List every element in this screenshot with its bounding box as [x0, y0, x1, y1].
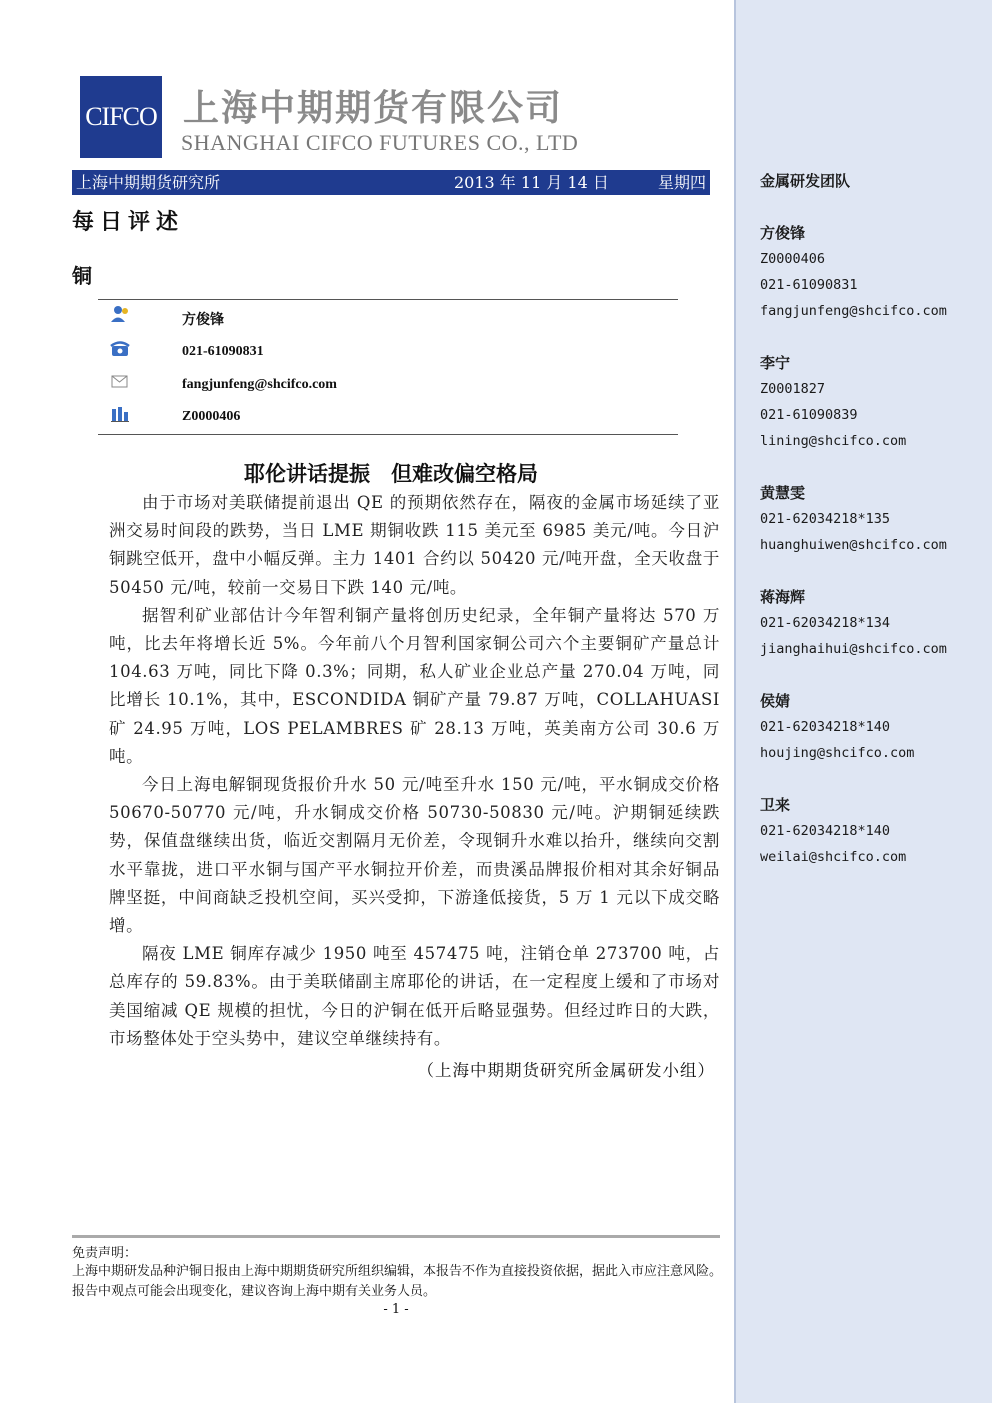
disclaimer-text: 上海中期研发品种沪铜日报由上海中期期货研究所组织编辑，本报告不作为直接投资依据，据此入市应注意风险。报告中观点可能会出现变化，建议咨询上海中期有关业务人员。	[72, 1264, 723, 1299]
article-paragraph-1: 由于市场对美联储提前退出 QE 的预期依然存在，隔夜的金属市场延续了亚洲交易时间段的跌势，当日 LME 期铜收跌 115 美元至 6985 美元/吨。今日沪铜跳空低开，盘中小幅反弹。主力 1401 合约以 50420 元/吨开盘，全天收盘于 50450 元/吨，较前一交易日下跌 140 元/吨。	[109, 493, 720, 597]
company-name-cn: 上海中期期货有限公司	[183, 88, 564, 129]
member-phone: 021-62034218*140	[760, 719, 891, 735]
company-name-en: SHANGHAI CIFCO FUTURES CO., LTD	[181, 130, 579, 155]
report-weekday: 星期四	[657, 173, 706, 192]
member-name: 李宁	[760, 354, 791, 372]
author-name: 方俊锋	[182, 313, 224, 328]
section-title: 每日评述	[72, 209, 185, 235]
member-phone: 021-62034218*135	[760, 511, 891, 527]
team-member-3	[760, 480, 947, 558]
cifco-logo: CIFCO	[80, 76, 162, 158]
team-member-4	[760, 584, 947, 662]
member-email[interactable]: houjing@shcifco.com	[760, 745, 915, 761]
institute-name: 上海中期期货研究所	[76, 173, 221, 192]
team-title: 金属研发团队	[760, 172, 851, 190]
article-title: 耶伦讲话提振 但难改偏空格局	[244, 462, 538, 486]
article-body	[109, 489, 720, 1053]
member-email[interactable]: lining@shcifco.com	[760, 433, 907, 449]
member-email[interactable]: fangjunfeng@shcifco.com	[760, 303, 947, 319]
member-phone: 021-62034218*134	[760, 615, 891, 631]
member-license: Z0001827	[760, 381, 826, 397]
member-phone: 021-61090839	[760, 407, 858, 423]
phone-icon	[110, 340, 130, 358]
author-license: Z0000406	[182, 409, 241, 424]
member-license: Z0000406	[760, 251, 826, 267]
article-paragraph-4: 隔夜 LME 铜库存减少 1950 吨至 457475 吨，注销仓单 273700 吨，占总库存的 59.83%。由于美联储副主席耶伦的讲话，在一定程度上缓和了市场对美国缩减 QE 规模的担忧，今日的沪铜在低开后略显强势。但经过昨日的大跌，市场整体处于空头势中，建议空单继续持有。	[109, 944, 720, 1048]
member-name: 黄慧雯	[760, 484, 806, 502]
footer-divider	[72, 1235, 720, 1238]
member-phone: 021-61090831	[760, 277, 858, 293]
member-name: 卫来	[760, 796, 791, 814]
author-license-row	[98, 403, 678, 433]
team-member-2	[760, 350, 906, 454]
author-phone-row	[98, 338, 678, 368]
author-email-row	[98, 371, 678, 401]
author-email[interactable]: fangjunfeng@shcifco.com	[182, 377, 337, 392]
mail-icon	[110, 373, 130, 391]
disclaimer-title: 免责声明：	[72, 1246, 138, 1261]
article-paragraph-2: 据智利矿业部估计今年智利铜产量将创历史纪录，全年铜产量将达 570 万吨，比去年将增长近 5%。今年前八个月智利国家铜公司六个主要铜矿产量总计 104.63 万吨，同比下降 0.3%；同期，私人矿业企业总产量 270.04 万吨，同比增长 10.1%，其中，ESCONDIDA 铜矿产量 79.87 万吨，COLLAHUASI 矿 24.95 万吨，LOS PELAMBRES 矿 28.13 万吨，英美南方公司 30.6 万吨。	[109, 605, 720, 766]
author-name-row	[98, 303, 678, 333]
member-name: 侯婧	[760, 692, 791, 710]
member-phone: 021-62034218*140	[760, 823, 891, 839]
report-header-bar	[72, 170, 710, 195]
author-info-box	[98, 299, 678, 435]
commodity-title: 铜	[72, 264, 92, 288]
article-paragraph-3: 今日上海电解铜现货报价升水 50 元/吨至升水 150 元/吨，平水铜成交价格 50670-50770 元/吨，升水铜成交价格 50730-50830 元/吨。沪期铜延续跌势，保值盘继续出货，临近交割隔月无价差，令现铜升水难以抬升，继续向交割水平靠拢，进口平水铜与国产平水铜拉开价差，而贵溪品牌报价相对其余好铜品牌坚挺，中间商缺乏投机空间，买兴受抑，下游逢低接货，5 万 1 元以下成交略增。	[109, 775, 720, 936]
team-member-1	[760, 220, 947, 324]
member-email[interactable]: huanghuiwen@shcifco.com	[760, 537, 947, 553]
person-icon	[110, 305, 130, 323]
member-name: 方俊锋	[760, 224, 806, 242]
member-email[interactable]: jianghaihui@shcifco.com	[760, 641, 947, 657]
certificate-icon	[110, 405, 130, 423]
report-date: 2013 年 11 月 14 日	[454, 173, 609, 192]
team-member-6	[760, 792, 906, 870]
article-signature: （上海中期期货研究所金属研发小组）	[417, 1061, 715, 1080]
member-email[interactable]: weilai@shcifco.com	[760, 849, 907, 865]
author-phone: 021-61090831	[182, 344, 264, 359]
team-member-5	[760, 688, 914, 766]
member-name: 蒋海辉	[760, 588, 806, 606]
page-number: - 1 -	[383, 1302, 409, 1317]
research-team-sidebar	[734, 0, 992, 1403]
